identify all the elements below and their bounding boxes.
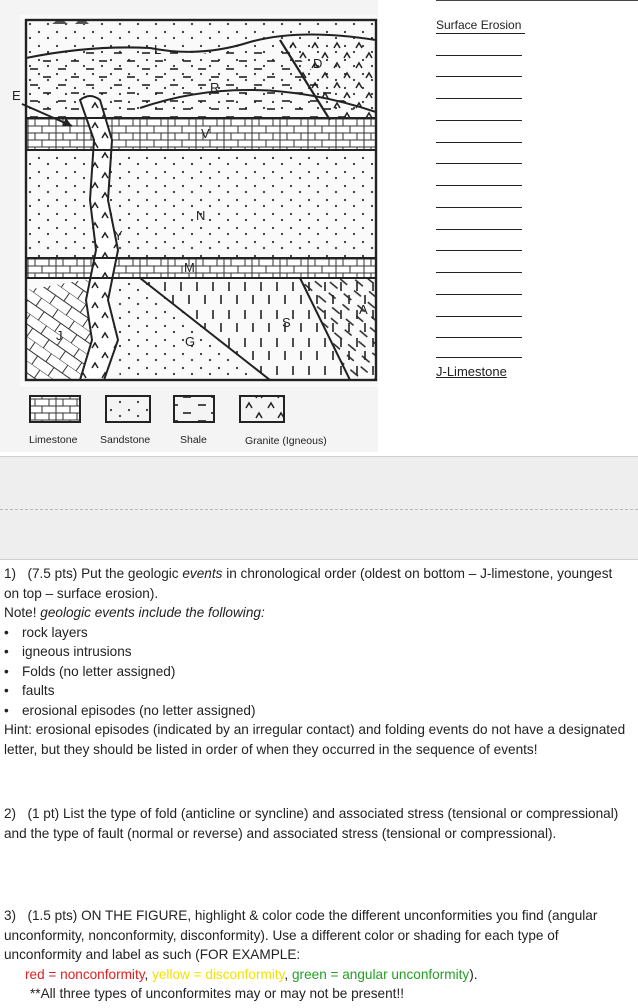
label-G: G	[185, 334, 196, 349]
answer-blank-line[interactable]	[436, 229, 522, 230]
label-S: S	[282, 315, 291, 330]
answer-bottom-label: J-Limestone	[436, 364, 507, 379]
answer-blank-line[interactable]	[436, 272, 522, 273]
legend-sandstone: Sandstone	[100, 434, 151, 446]
answer-blank-line[interactable]	[436, 316, 522, 317]
label-E: E	[12, 88, 21, 103]
q1-hint: Hint: erosional episodes (indicated by an irregular contact) and folding events do not have a designated letter, but they should be listed in order of when they occurred in the sequence of events!	[4, 722, 626, 757]
q1-bullet: • faults	[0, 681, 630, 701]
q1-bullet: • rock layers	[0, 623, 630, 643]
q2-text: (1 pt) List the type of fold (anticline or syncline) and associated stress (tensional or compressional) and the type of fault (normal or reverse) and associated stress (tensional or compressional).	[4, 806, 619, 841]
answer-column	[420, 0, 638, 390]
q1-bullet: • erosional episodes (no letter assigned)	[0, 701, 630, 721]
label-D: D	[313, 56, 323, 71]
separator-band	[0, 456, 638, 560]
answer-blank-line[interactable]	[436, 120, 522, 121]
answer-blank-line[interactable]	[436, 55, 522, 56]
q3-green-example: green = angular unconformity	[291, 966, 470, 982]
answer-blank-line[interactable]	[436, 142, 522, 143]
q3-number: 3)	[4, 908, 17, 923]
q1-events-word: events	[182, 566, 223, 581]
q1-note-italic: geologic events include the following:	[40, 605, 265, 620]
q1-bullet: • igneous intrusions	[0, 642, 630, 662]
answer-blank-line[interactable]	[436, 207, 522, 208]
answer-blank-line[interactable]	[436, 76, 522, 77]
q3-sep: ,	[284, 966, 292, 982]
question-2	[0, 804, 630, 843]
label-R: R	[210, 80, 220, 95]
q3-yellow-example: yellow = disconformity	[152, 966, 285, 982]
q3-sep: ,	[144, 966, 153, 982]
answer-blank-line[interactable]	[436, 185, 522, 186]
q1-bullet: • Folds (no letter assigned)	[0, 662, 630, 682]
q3-note: **All three types of unconformites may or may not be present!!	[30, 986, 405, 1001]
q3-red-example: red = nonconformity	[25, 966, 145, 982]
question-1	[0, 564, 630, 759]
label-N: N	[196, 208, 206, 223]
answer-blank-line[interactable]	[436, 250, 522, 251]
q2-number: 2)	[4, 806, 17, 821]
answer-blank-line[interactable]	[436, 98, 522, 99]
label-M: M	[184, 260, 195, 275]
label-L: L	[154, 42, 162, 57]
answer-blank-line[interactable]	[436, 163, 522, 164]
answer-blank-line[interactable]	[436, 337, 522, 338]
label-Y: Y	[114, 228, 123, 243]
answer-blank-line[interactable]	[436, 294, 522, 295]
q3-text: (1.5 pts) ON THE FIGURE, highlight & color code the different unconformities you find (angular unconformity, nonconformity, disconformity). Use a different color or shading for each type of unconformity and label as such (FOR EXAMPLE:	[4, 908, 598, 962]
answer-blank-line[interactable]	[436, 357, 522, 358]
question-3	[0, 906, 630, 1004]
legend-limestone: Limestone	[29, 434, 78, 446]
q1-number: 1)	[4, 566, 17, 581]
q1-pts: (7.5 pts) Put the geologic	[27, 566, 183, 581]
legend-granite: Granite (Igneous)	[245, 435, 327, 447]
label-V: V	[201, 126, 210, 141]
label-J: J	[56, 328, 63, 343]
q3-end: ).	[469, 966, 478, 982]
label-A: A	[359, 302, 368, 317]
q1-rest: in chronological order (oldest on bottom – J-limestone, youngest on top – surface erosion).	[4, 566, 613, 601]
answer-top-label: Surface Erosion	[436, 18, 522, 32]
q1-note-prefix: Note!	[4, 605, 41, 620]
legend-shale: Shale	[180, 434, 207, 446]
